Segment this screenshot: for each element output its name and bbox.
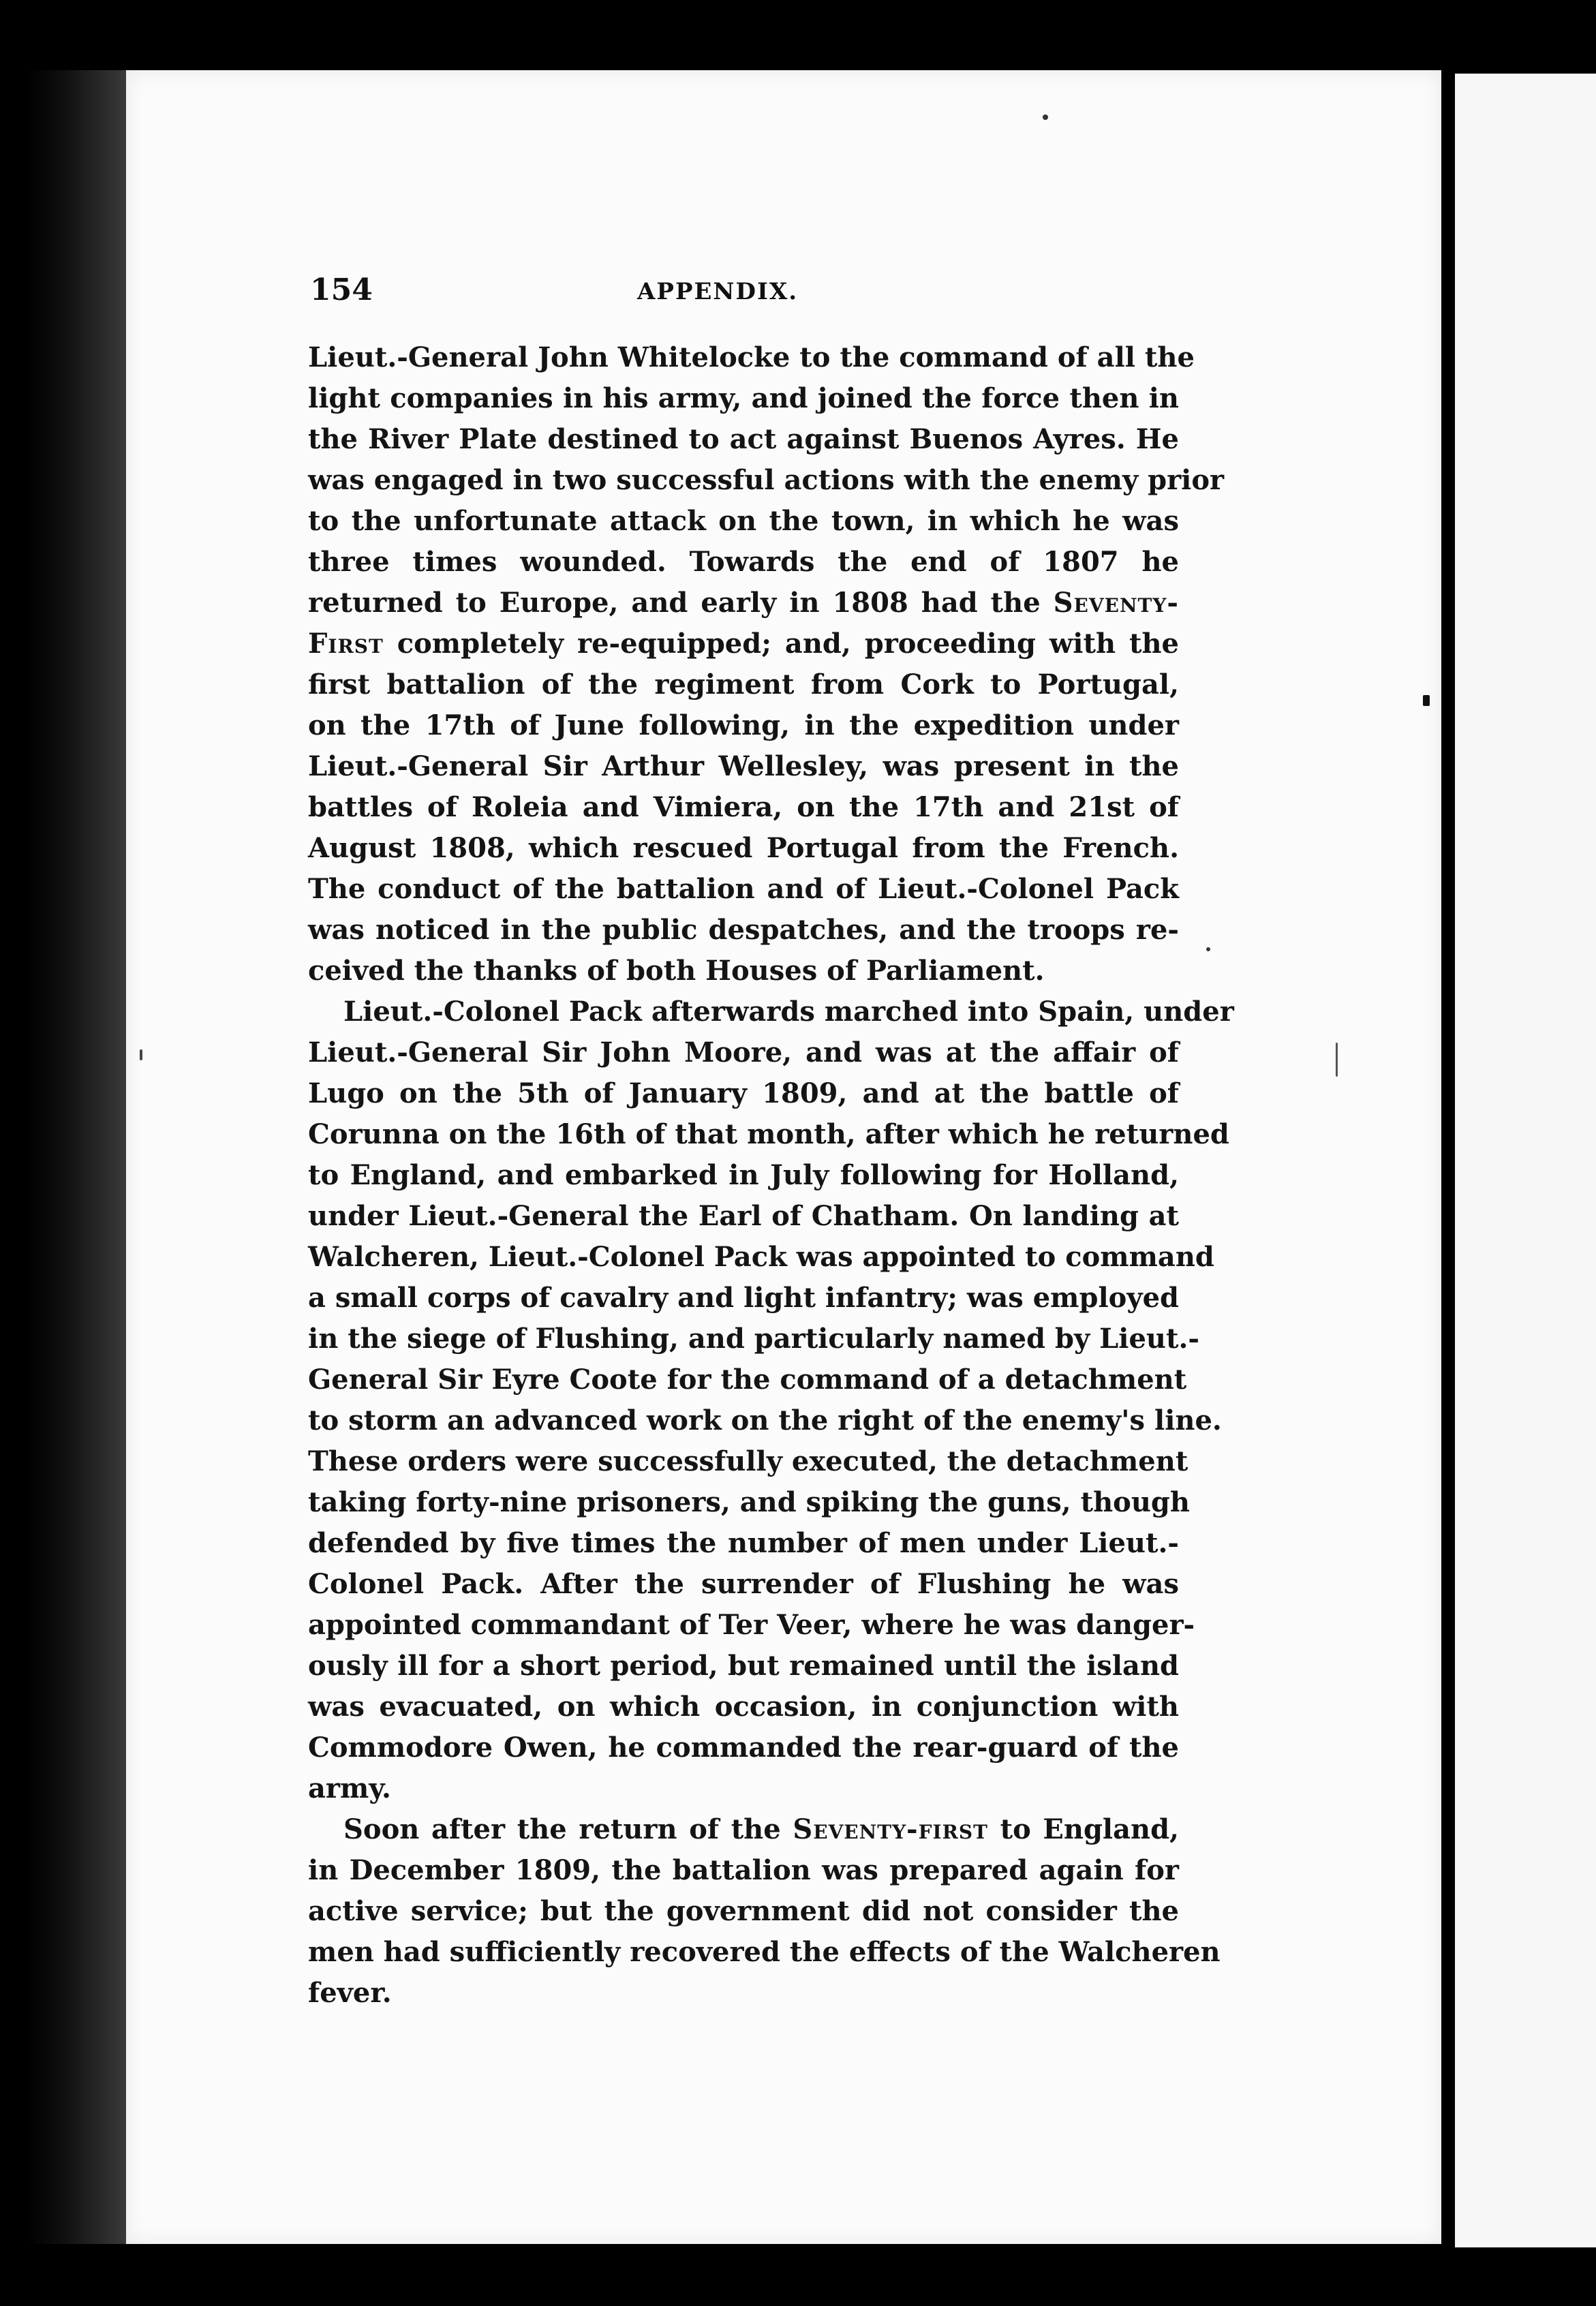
text-line: active service; but the government did not consider the	[308, 1895, 1179, 1927]
text-line: three times wounded. Towards the end of 1807 he	[308, 546, 1179, 578]
text-line: first battalion of the regiment from Cork to Portugal,	[308, 668, 1179, 701]
text-line: Commodore Owen, he commanded the rear-guard of the	[308, 1732, 1179, 1764]
text-line: First completely re-equipped; and, proceeding with the	[308, 628, 1179, 660]
adjacent-page-edge	[1455, 74, 1596, 2247]
text-line: was noticed in the public despatches, and the troops re-	[308, 914, 1179, 946]
page-header	[310, 273, 1176, 320]
text-line: to England, and embarked in July following for Holland,	[308, 1159, 1179, 1191]
text-line: was evacuated, on which occasion, in conjunction with	[308, 1691, 1179, 1723]
text-line: a small corps of cavalry and light infantry; was employed	[308, 1282, 1179, 1314]
text-line: in the siege of Flushing, and particularly named by Lieut.-	[308, 1323, 1200, 1355]
text-line: ously ill for a short period, but remained until the island	[308, 1650, 1179, 1682]
text-line: Soon after the return of the Seventy-first to England,	[343, 1813, 1179, 1845]
text-line: Lieut.-General John Whitelocke to the command of all the	[308, 341, 1195, 373]
running-head: APPENDIX.	[637, 278, 799, 305]
text-line: Lieut.-Colonel Pack afterwards marched into Spain, under	[343, 996, 1234, 1028]
text-line: to the unfortunate attack on the town, in which he was	[308, 505, 1179, 537]
paragraph	[308, 991, 1234, 1809]
text-line: men had sufficiently recovered the effects of the Walcheren	[308, 1936, 1221, 1968]
text-line: on the 17th of June following, in the expedition under	[308, 709, 1179, 741]
text-line: Corunna on the 16th of that month, after which he returned	[308, 1118, 1229, 1150]
text-line: to storm an advanced work on the right of the enemy's line.	[308, 1404, 1222, 1436]
scan-speck	[1043, 114, 1048, 120]
text-line: appointed commandant of Ter Veer, where he was danger-	[308, 1609, 1195, 1641]
text-line: defended by five times the number of men under Lieut.-	[308, 1527, 1179, 1559]
scan-speck	[1206, 947, 1210, 951]
page-body-text	[308, 337, 1234, 2014]
text-line: August 1808, which rescued Portugal from the French.	[308, 832, 1179, 864]
text-line: battles of Roleia and Vimiera, on the 17th and 21st of	[308, 791, 1179, 823]
paragraph	[308, 1809, 1221, 2014]
scan-speck	[140, 1049, 142, 1060]
scan-speck	[1423, 695, 1430, 706]
binding-gutter	[27, 70, 126, 2244]
page-number: 154	[310, 273, 373, 307]
scan-speck	[1336, 1043, 1338, 1077]
text-line: The conduct of the battalion and of Lieut.-Colonel Pack	[308, 873, 1179, 905]
text-line: was engaged in two successful actions with the enemy prior	[308, 464, 1225, 496]
text-line: light companies in his army, and joined the force then in	[308, 382, 1179, 414]
text-line: These orders were successfully executed, the detachment	[308, 1445, 1188, 1477]
text-line: the River Plate destined to act against Buenos Ayres. He	[308, 423, 1179, 455]
paragraph	[308, 337, 1225, 991]
text-line: Lugo on the 5th of January 1809, and at the battle of	[308, 1077, 1179, 1109]
text-line: ceived the thanks of both Houses of Parliament.	[308, 955, 1045, 987]
text-line: under Lieut.-General the Earl of Chatham. On landing at	[308, 1200, 1179, 1232]
text-line: Walcheren, Lieut.-Colonel Pack was appointed to command	[308, 1241, 1214, 1273]
text-line: Lieut.-General Sir John Moore, and was at the affair of	[308, 1036, 1179, 1069]
text-line: army.	[308, 1772, 391, 1804]
text-line: Lieut.-General Sir Arthur Wellesley, was present in the	[308, 750, 1179, 782]
text-line: taking forty-nine prisoners, and spiking the guns, though	[308, 1486, 1190, 1518]
text-line: returned to Europe, and early in 1808 had the Seventy-	[308, 587, 1179, 619]
text-line: in December 1809, the battalion was prepared again for	[308, 1854, 1179, 1886]
text-line: General Sir Eyre Coote for the command of a detachment	[308, 1364, 1187, 1396]
text-line: fever.	[308, 1977, 392, 2009]
text-line: Colonel Pack. After the surrender of Flushing he was	[308, 1568, 1179, 1600]
